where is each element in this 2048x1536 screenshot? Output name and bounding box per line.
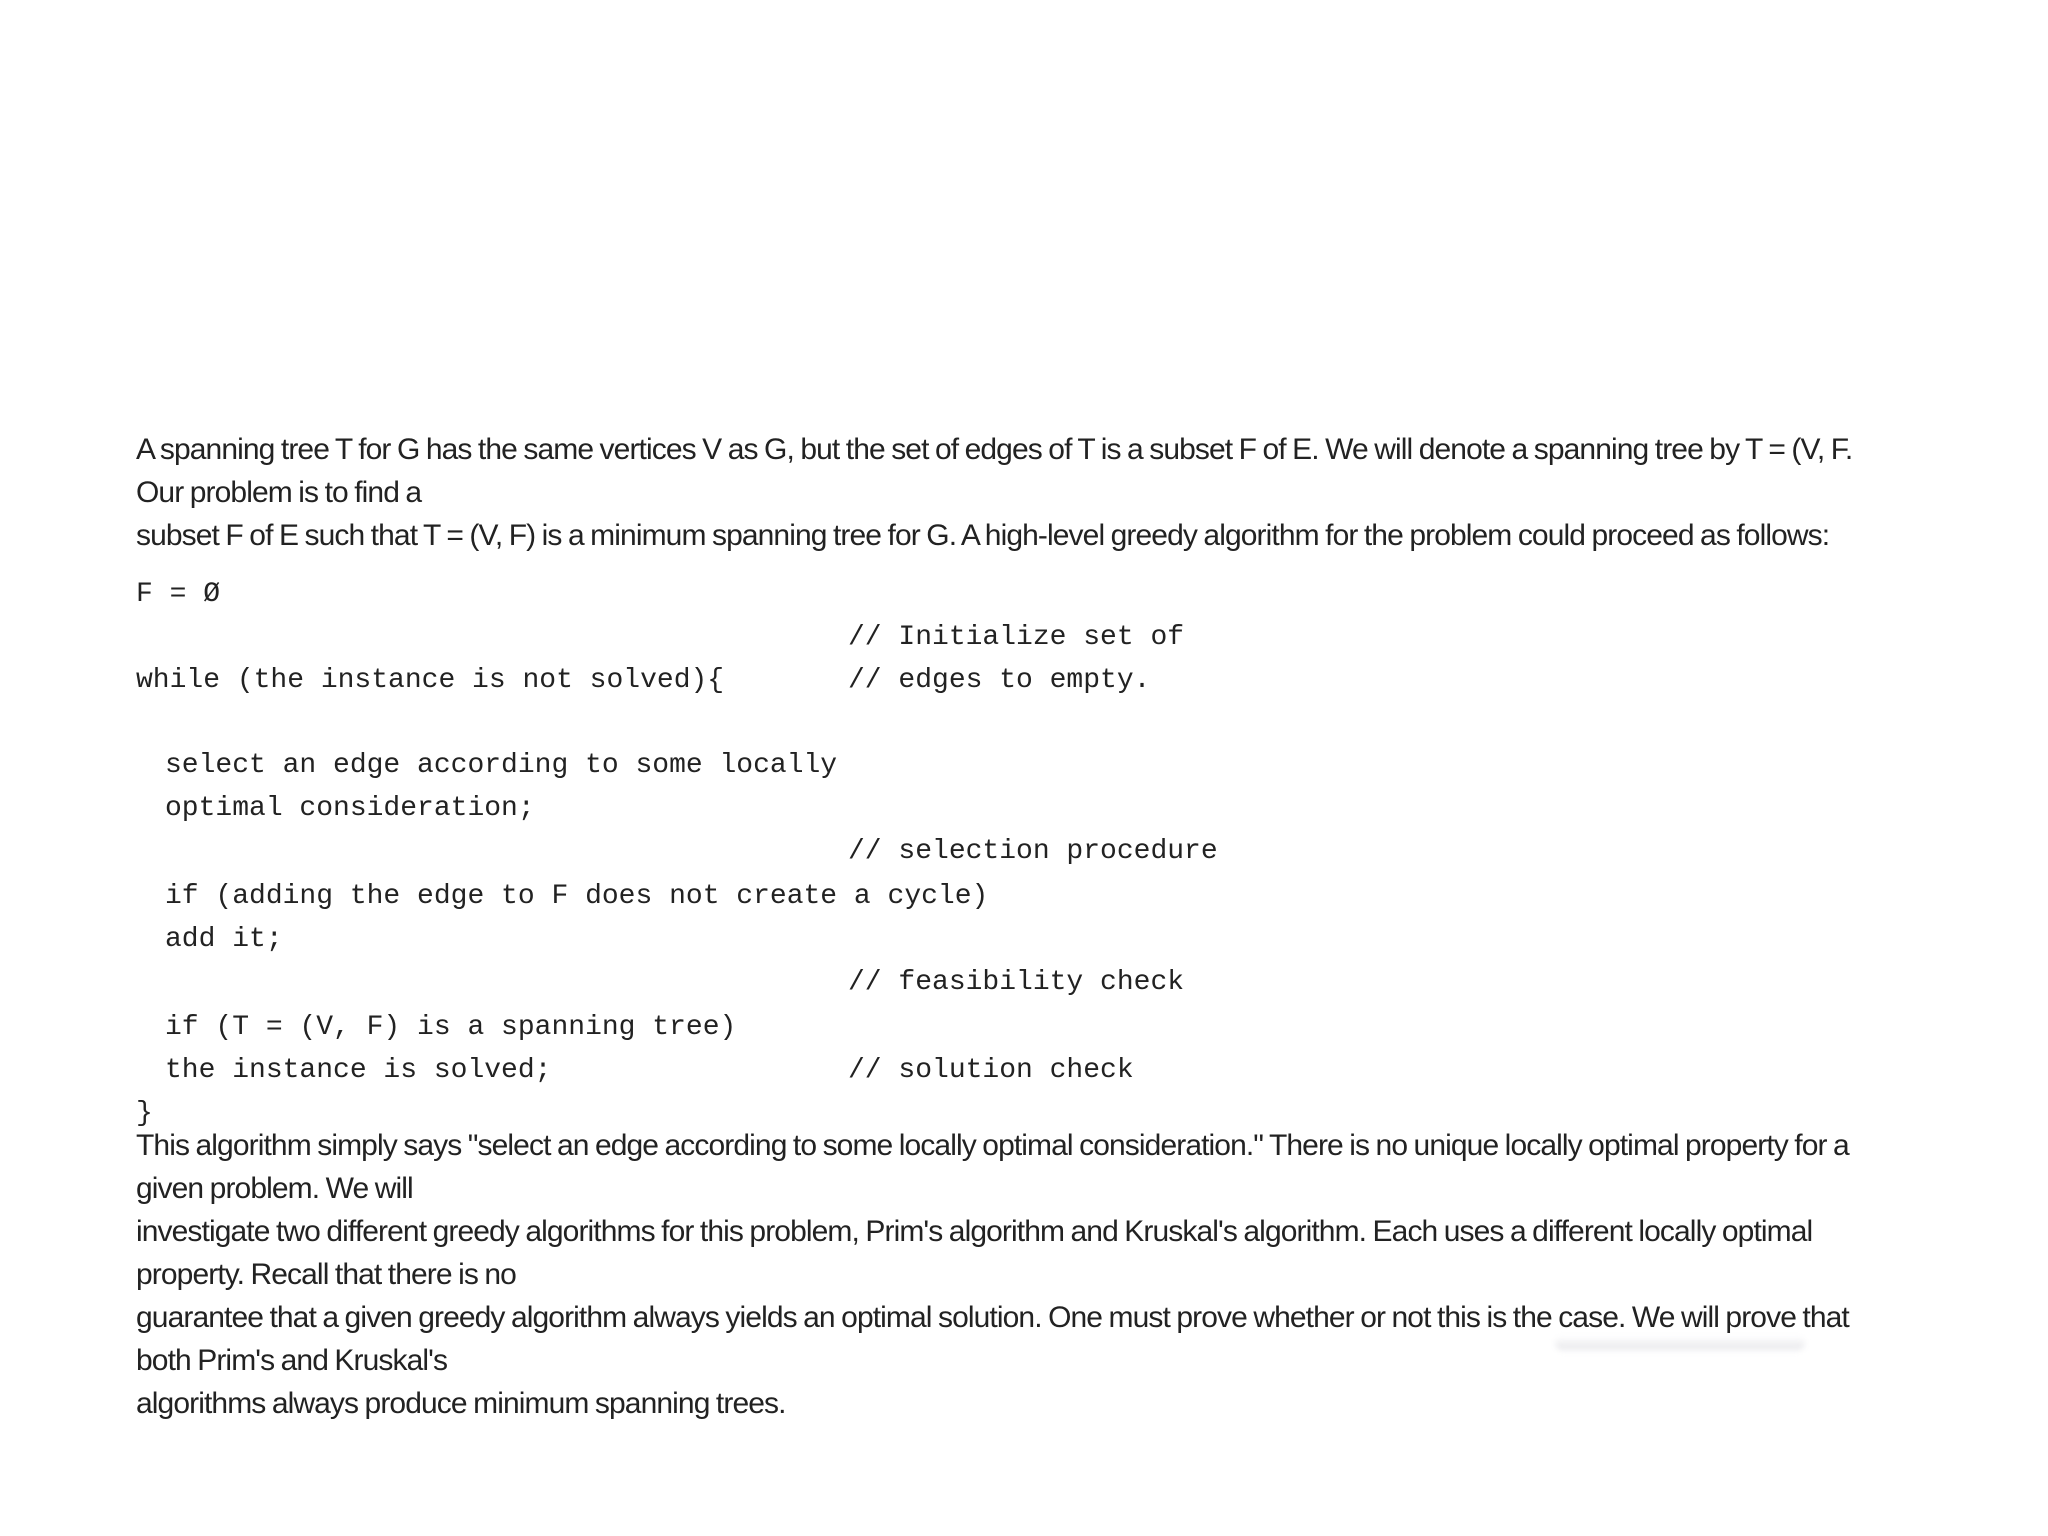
- code-text: add it;: [165, 924, 283, 955]
- scan-smudge: [1555, 1336, 1805, 1350]
- code-comment: // selection procedure: [848, 836, 1218, 867]
- intro-line-1: A spanning tree T for G has the same vertices V as G, but the set of edges of T is a subset F of E. We will denote a spanning tree by T = (V, F. Our problem is to find a: [136, 433, 1853, 509]
- explanation-line-1: This algorithm simply says "select an edge according to some locally optimal consideration." There is no unique locally optimal property for a given problem. We will: [136, 1129, 1849, 1205]
- code-text: select an edge according to some locally: [165, 750, 838, 781]
- explanation-line-4: algorithms always produce minimum spanning trees.: [136, 1387, 786, 1420]
- code-text: }: [136, 1098, 153, 1129]
- code-line-10: [136, 1049, 237, 1129]
- intro-paragraph: [136, 428, 1896, 557]
- code-text: the instance is solved;: [165, 1055, 552, 1086]
- code-comment: // Initialize set of: [848, 622, 1185, 653]
- code-comment: // solution check: [848, 1055, 1134, 1086]
- explanation-line-2: investigate two different greedy algorithms for this problem, Prim's algorithm and Kruskal's algorithm. Each uses a different locally optimal property. Recall that there is no: [136, 1215, 1813, 1291]
- explanation-paragraph: [136, 1124, 1896, 1425]
- intro-line-2: subset F of E such that T = (V, F) is a minimum spanning tree for G. A high-level greedy algorithm for the problem could proceed as follows:: [136, 519, 1830, 552]
- code-comment: // edges to empty.: [848, 665, 1151, 696]
- code-line-6: [136, 832, 989, 912]
- code-text: if (adding the edge to F does not create a cycle): [165, 881, 989, 912]
- code-text: while (the instance is not solved){: [136, 665, 725, 696]
- code-line-1: [136, 530, 1185, 653]
- code-text: optimal consideration;: [165, 793, 535, 824]
- code-line-3: [136, 616, 725, 696]
- code-text: F = Ø: [136, 579, 221, 610]
- explanation-line-3: guarantee that a given greedy algorithm always yields an optimal solution. One must prove whether or not this is the case. We will prove that both Prim's and Kruskal's: [136, 1301, 1849, 1377]
- code-line-4: [136, 701, 838, 781]
- code-comment: // feasibility check: [848, 967, 1185, 998]
- code-text: if (T = (V, F) is a spanning tree): [165, 1012, 737, 1043]
